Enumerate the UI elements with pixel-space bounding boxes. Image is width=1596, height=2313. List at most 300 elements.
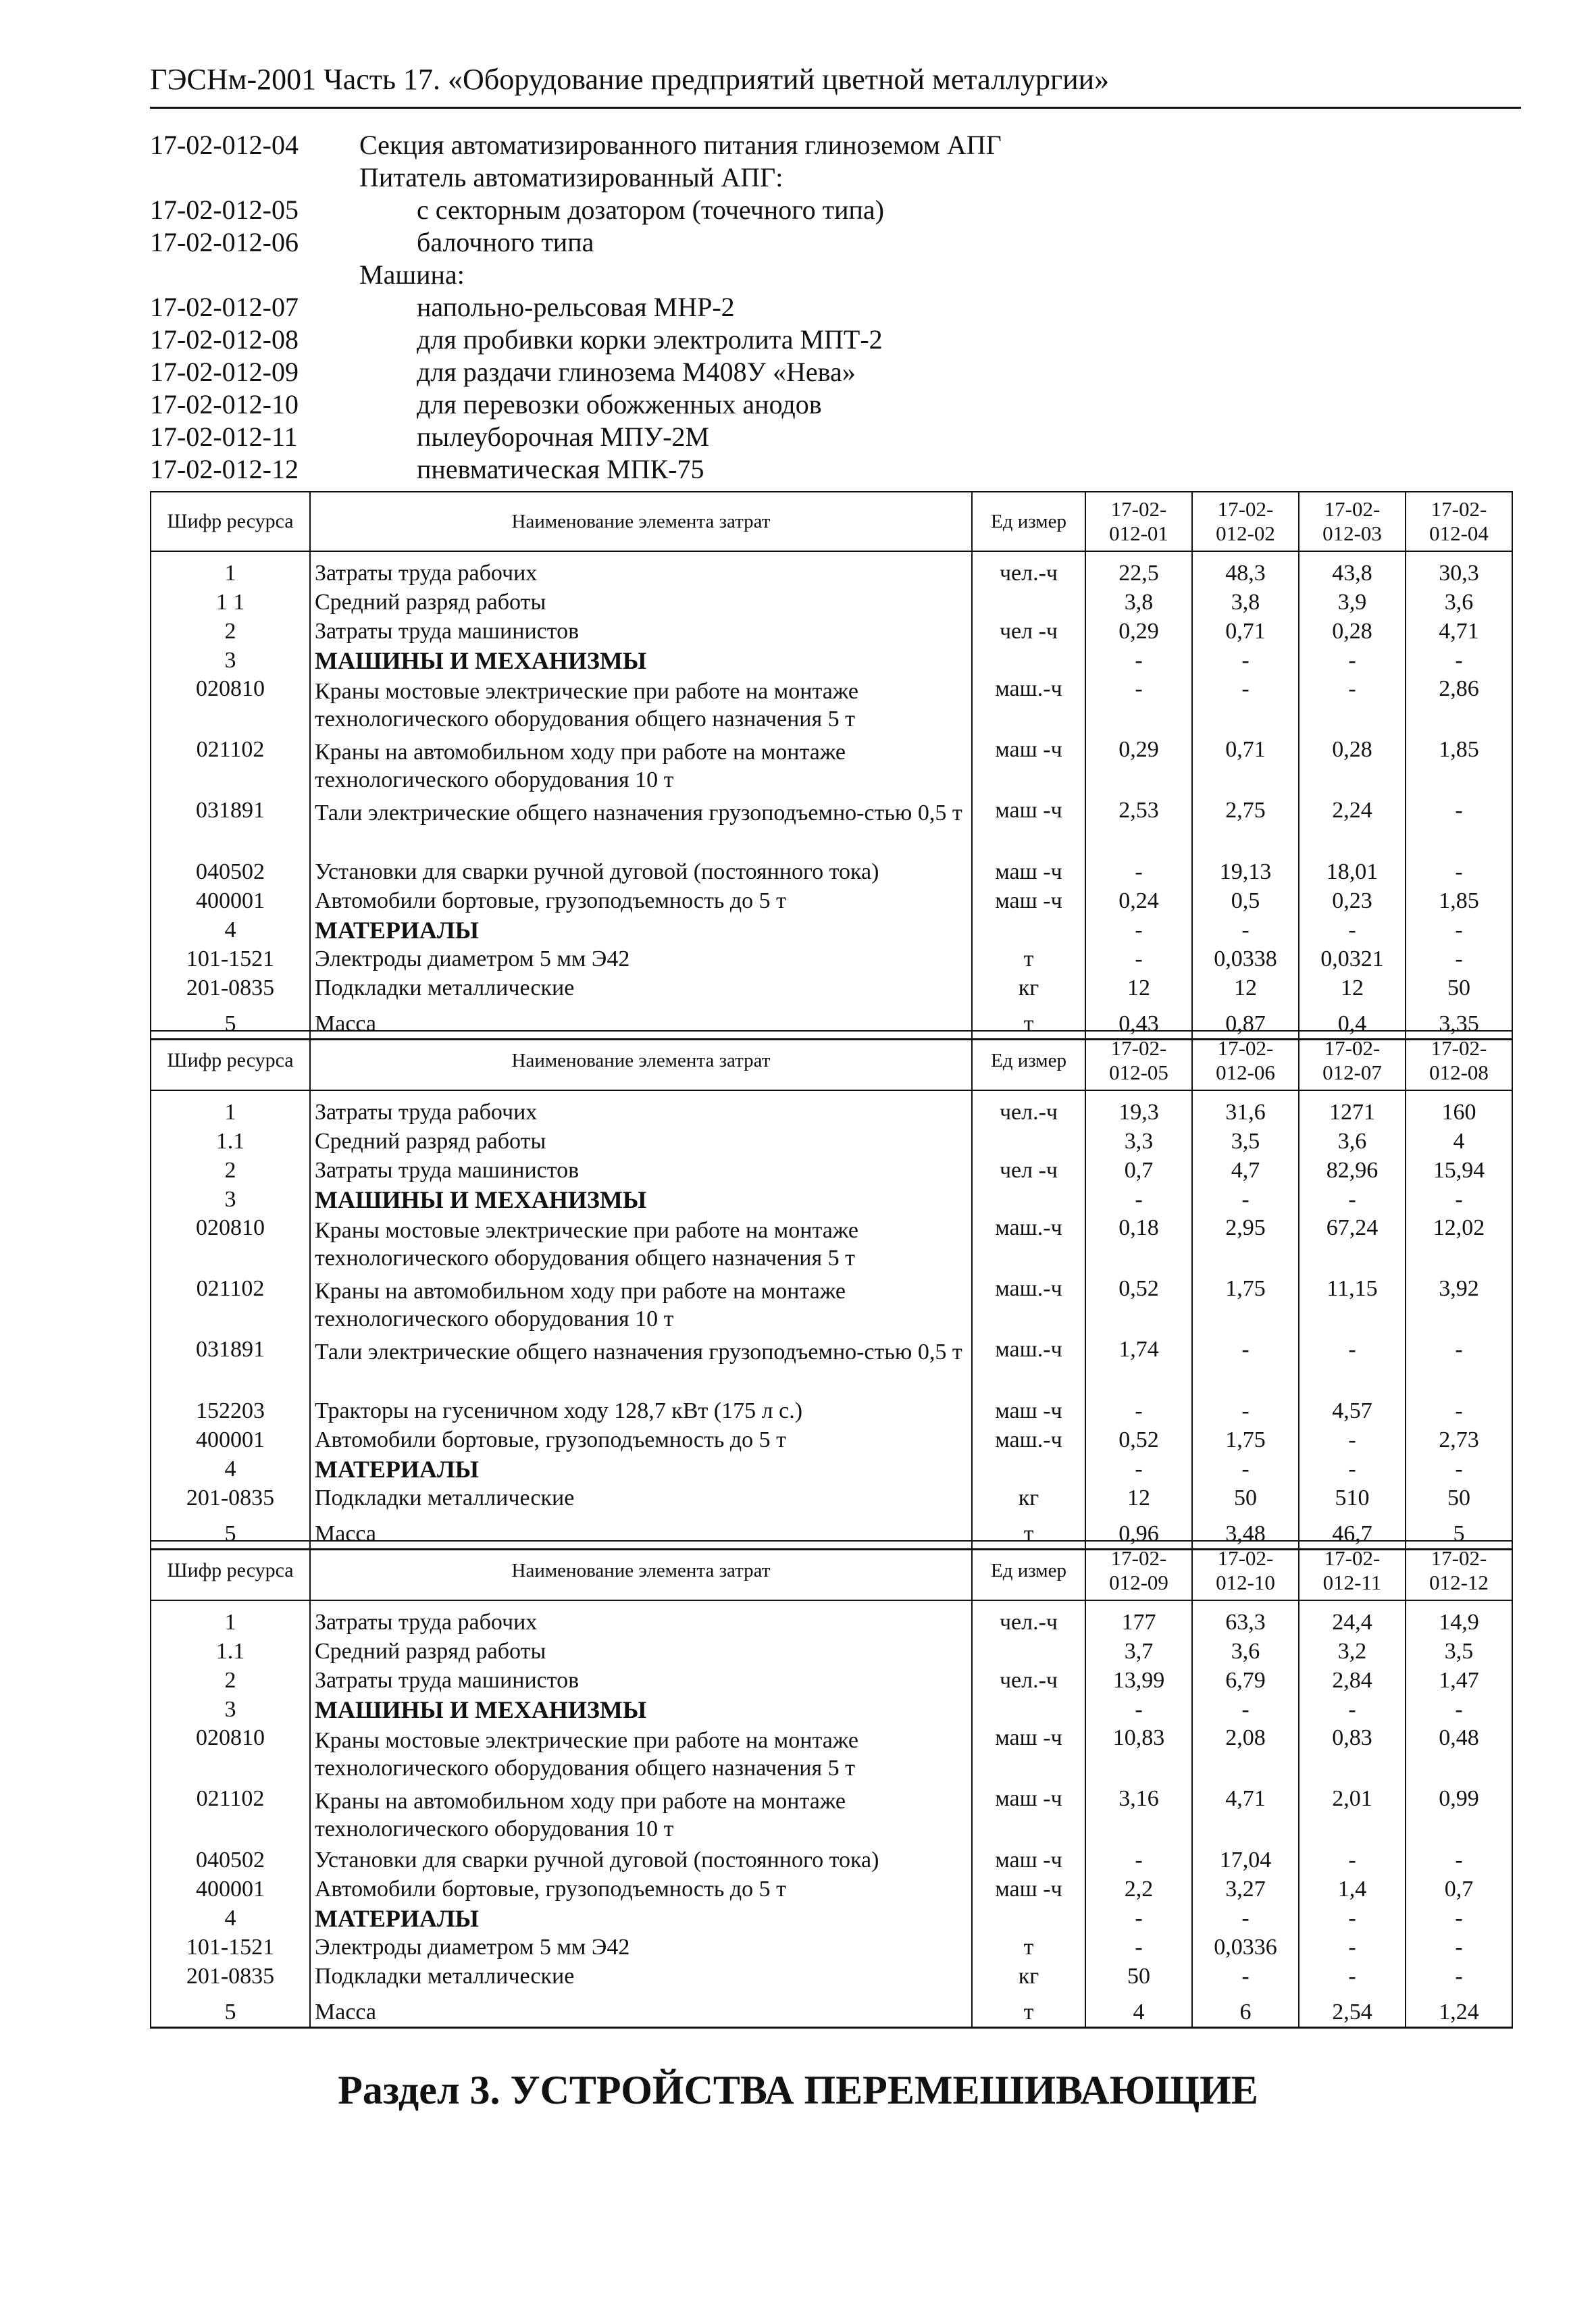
unit-of-measure bbox=[972, 1127, 1085, 1156]
table-header-row bbox=[151, 1031, 1512, 1090]
table-gap-row bbox=[151, 1002, 1512, 1009]
cost-element-name: Затраты труда машинистов bbox=[310, 1666, 972, 1695]
table-gap-row bbox=[151, 1513, 1512, 1519]
header-name: Наименование элемента затрат bbox=[310, 492, 972, 551]
table-gap-row bbox=[151, 1090, 1512, 1098]
unit-of-measure: т bbox=[972, 944, 1085, 973]
resource-code: 021102 bbox=[151, 736, 310, 796]
norm-value: 17,04 bbox=[1192, 1846, 1299, 1875]
norm-value: 12 bbox=[1192, 973, 1299, 1002]
cost-element-name: Затраты труда рабочих bbox=[310, 1098, 972, 1127]
resource-table-2 bbox=[150, 1030, 1513, 1550]
norm-value: - bbox=[1406, 1454, 1512, 1483]
table-section-row bbox=[151, 915, 1512, 944]
norm-value: 3,8 bbox=[1192, 588, 1299, 617]
norm-value: 0,23 bbox=[1299, 886, 1406, 915]
table-row bbox=[151, 1666, 1512, 1695]
norm-value: 19,3 bbox=[1085, 1098, 1192, 1127]
norm-value: 4,7 bbox=[1192, 1156, 1299, 1185]
work-item-description: для пробивки корки электролита МПТ-2 bbox=[417, 324, 883, 355]
cost-element-name: Затраты труда рабочих bbox=[310, 559, 972, 588]
cost-element-name: Средний разряд работы bbox=[310, 588, 972, 617]
norm-value: 1,74 bbox=[1085, 1336, 1192, 1396]
table-row bbox=[151, 588, 1512, 617]
norm-value: - bbox=[1192, 1185, 1299, 1214]
table-row bbox=[151, 1998, 1512, 2028]
norm-value: 12 bbox=[1085, 973, 1192, 1002]
norm-value: 3,16 bbox=[1085, 1785, 1192, 1846]
cost-element-name: Автомобили бортовые, грузоподъемность до 5 т bbox=[310, 1875, 972, 1904]
header-unit: Ед измер bbox=[972, 492, 1085, 551]
work-items-list bbox=[150, 128, 1433, 485]
work-item bbox=[150, 290, 1433, 323]
table-gap-row bbox=[151, 1991, 1512, 1998]
cost-element-name: Краны на автомобильном ходу при работе на монтаже технологического оборудования 10 т bbox=[310, 1275, 972, 1336]
header-norm-code: 17-02- 012-11 bbox=[1299, 1541, 1406, 1600]
norm-value: 48,3 bbox=[1192, 559, 1299, 588]
cost-element-name: Краны мостовые электрические при работе на монтаже технологического оборудования общего назначения 5 т bbox=[310, 1724, 972, 1785]
norm-value: - bbox=[1192, 1396, 1299, 1425]
unit-of-measure: кг bbox=[972, 1483, 1085, 1513]
norm-value: 67,24 bbox=[1299, 1214, 1406, 1275]
resource-code: 201-0835 bbox=[151, 1483, 310, 1513]
norm-value: 30,3 bbox=[1406, 559, 1512, 588]
header-norm-code: 17-02- 012-03 bbox=[1299, 492, 1406, 551]
unit-of-measure: маш -ч bbox=[972, 1785, 1085, 1846]
norm-value: - bbox=[1299, 1904, 1406, 1933]
norm-value: 0,29 bbox=[1085, 617, 1192, 646]
norm-value: - bbox=[1085, 1695, 1192, 1724]
norm-value: 46,7 bbox=[1299, 1519, 1406, 1550]
resource-code: 201-0835 bbox=[151, 973, 310, 1002]
norm-value: - bbox=[1406, 796, 1512, 857]
norm-value: 14,9 bbox=[1406, 1608, 1512, 1637]
unit-of-measure: маш -ч bbox=[972, 857, 1085, 886]
norm-value: 4,57 bbox=[1299, 1396, 1406, 1425]
norm-value: 4,71 bbox=[1192, 1785, 1299, 1846]
header-unit: Ед измер bbox=[972, 1031, 1085, 1090]
norm-value: 2,75 bbox=[1192, 796, 1299, 857]
unit-of-measure: чел.-ч bbox=[972, 1666, 1085, 1695]
norm-value: 2,54 bbox=[1299, 1998, 1406, 2028]
norm-value: 2,08 bbox=[1192, 1724, 1299, 1785]
work-item-code: 17-02-012-11 bbox=[150, 421, 298, 452]
work-item-description: Машина: bbox=[359, 259, 465, 290]
table-row bbox=[151, 1875, 1512, 1904]
unit-of-measure bbox=[972, 588, 1085, 617]
cost-element-name: МАШИНЫ И МЕХАНИЗМЫ bbox=[310, 1185, 972, 1214]
norm-value: 3,6 bbox=[1406, 588, 1512, 617]
header-code: Шифр ресурса bbox=[151, 1031, 310, 1090]
unit-of-measure: маш -ч bbox=[972, 796, 1085, 857]
resource-code: 020810 bbox=[151, 1214, 310, 1275]
table-section-row bbox=[151, 1185, 1512, 1214]
table-row bbox=[151, 1127, 1512, 1156]
header-code: Шифр ресурса bbox=[151, 1541, 310, 1600]
table-section-row bbox=[151, 646, 1512, 675]
resource-code: 1 bbox=[151, 559, 310, 588]
resource-code: 031891 bbox=[151, 1336, 310, 1396]
norm-value: 43,8 bbox=[1299, 559, 1406, 588]
norm-value: 0,5 bbox=[1192, 886, 1299, 915]
norm-value: - bbox=[1085, 1933, 1192, 1962]
header-norm-code: 17-02- 012-02 bbox=[1192, 492, 1299, 551]
resource-code: 2 bbox=[151, 1666, 310, 1695]
norm-value: - bbox=[1192, 1695, 1299, 1724]
resource-code: 040502 bbox=[151, 1846, 310, 1875]
cost-element-name: МАТЕРИАЛЫ bbox=[310, 1904, 972, 1933]
norm-value: 3,5 bbox=[1406, 1637, 1512, 1666]
table-row bbox=[151, 1275, 1512, 1336]
norm-value: - bbox=[1299, 1185, 1406, 1214]
norm-value: - bbox=[1085, 1904, 1192, 1933]
unit-of-measure: маш -ч bbox=[972, 1846, 1085, 1875]
table-row bbox=[151, 1933, 1512, 1962]
unit-of-measure: чел.-ч bbox=[972, 1608, 1085, 1637]
unit-of-measure: маш -ч bbox=[972, 1396, 1085, 1425]
work-item-code: 17-02-012-04 bbox=[150, 129, 299, 160]
norm-value: - bbox=[1192, 915, 1299, 944]
cost-element-name: МАШИНЫ И МЕХАНИЗМЫ bbox=[310, 646, 972, 675]
resource-code: 101-1521 bbox=[151, 944, 310, 973]
work-item bbox=[150, 193, 1433, 226]
resource-code: 5 bbox=[151, 1009, 310, 1040]
norm-value: - bbox=[1085, 1846, 1192, 1875]
unit-of-measure: чел.-ч bbox=[972, 1098, 1085, 1127]
norm-value: 31,6 bbox=[1192, 1098, 1299, 1127]
resource-code: 040502 bbox=[151, 857, 310, 886]
work-item-description: для раздачи глинозема М408У «Нева» bbox=[417, 356, 856, 387]
resource-code: 4 bbox=[151, 915, 310, 944]
norm-value: 2,53 bbox=[1085, 796, 1192, 857]
norm-value: 11,15 bbox=[1299, 1275, 1406, 1336]
norm-value: - bbox=[1406, 1396, 1512, 1425]
cost-element-name: Электроды диаметром 5 мм Э42 bbox=[310, 944, 972, 973]
norm-value: 1,85 bbox=[1406, 736, 1512, 796]
norm-value: 5 bbox=[1406, 1519, 1512, 1550]
norm-value: - bbox=[1299, 1454, 1406, 1483]
work-item bbox=[150, 355, 1433, 388]
norm-value: 3,8 bbox=[1085, 588, 1192, 617]
table-row bbox=[151, 886, 1512, 915]
norm-value: - bbox=[1085, 1185, 1192, 1214]
norm-value: 3,35 bbox=[1406, 1009, 1512, 1040]
header-norm-code: 17-02- 012-07 bbox=[1299, 1031, 1406, 1090]
norm-value: 0,96 bbox=[1085, 1519, 1192, 1550]
table-row bbox=[151, 796, 1512, 857]
table-row bbox=[151, 1214, 1512, 1275]
cost-element-name: МАШИНЫ И МЕХАНИЗМЫ bbox=[310, 1695, 972, 1724]
resource-code: 1 bbox=[151, 1098, 310, 1127]
cost-element-name: Краны на автомобильном ходу при работе на монтаже технологического оборудования 10 т bbox=[310, 1785, 972, 1846]
unit-of-measure bbox=[972, 915, 1085, 944]
norm-value: - bbox=[1299, 1336, 1406, 1396]
unit-of-measure: т bbox=[972, 1519, 1085, 1550]
norm-value: - bbox=[1406, 1695, 1512, 1724]
norm-value: 82,96 bbox=[1299, 1156, 1406, 1185]
resource-code: 400001 bbox=[151, 1425, 310, 1454]
norm-value: 1,4 bbox=[1299, 1875, 1406, 1904]
work-item bbox=[150, 323, 1433, 355]
table-row bbox=[151, 857, 1512, 886]
resource-code: 4 bbox=[151, 1454, 310, 1483]
resource-code: 031891 bbox=[151, 796, 310, 857]
cost-element-name: Затраты труда машинистов bbox=[310, 1156, 972, 1185]
cost-element-name: Тракторы на гусеничном ходу 128,7 кВт (175 л с.) bbox=[310, 1396, 972, 1425]
cost-element-name: Подкладки металлические bbox=[310, 1962, 972, 1991]
norm-value: 4,71 bbox=[1406, 617, 1512, 646]
cost-element-name: Масса bbox=[310, 1519, 972, 1550]
unit-of-measure bbox=[972, 646, 1085, 675]
header-name: Наименование элемента затрат bbox=[310, 1541, 972, 1600]
header-norm-code: 17-02- 012-09 bbox=[1085, 1541, 1192, 1600]
norm-value: 0,28 bbox=[1299, 736, 1406, 796]
norm-value: - bbox=[1299, 1425, 1406, 1454]
norm-value: - bbox=[1192, 646, 1299, 675]
header-norm-code: 17-02- 012-10 bbox=[1192, 1541, 1299, 1600]
section-title: Раздел 3. УСТРОЙСТВА ПЕРЕМЕШИВАЮЩИЕ bbox=[338, 2068, 1258, 2112]
norm-value: - bbox=[1085, 1396, 1192, 1425]
cost-element-name: Электроды диаметром 5 мм Э42 bbox=[310, 1933, 972, 1962]
norm-value: - bbox=[1406, 646, 1512, 675]
norm-value: 0,0321 bbox=[1299, 944, 1406, 973]
unit-of-measure: т bbox=[972, 1009, 1085, 1040]
resource-code: 400001 bbox=[151, 886, 310, 915]
norm-value: 0,71 bbox=[1192, 736, 1299, 796]
norm-value: - bbox=[1085, 857, 1192, 886]
norm-value: 1,85 bbox=[1406, 886, 1512, 915]
unit-of-measure: маш.-ч bbox=[972, 1214, 1085, 1275]
table-row bbox=[151, 617, 1512, 646]
resource-code: 021102 bbox=[151, 1785, 310, 1846]
norm-value: 1271 bbox=[1299, 1098, 1406, 1127]
table-row bbox=[151, 1336, 1512, 1396]
work-item-description: балочного типа bbox=[417, 226, 594, 257]
work-item-description: пылеуборочная МПУ-2М bbox=[417, 421, 710, 452]
norm-value: 0,83 bbox=[1299, 1724, 1406, 1785]
norm-value: 0,43 bbox=[1085, 1009, 1192, 1040]
unit-of-measure: маш.-ч bbox=[972, 1336, 1085, 1396]
norm-value: 50 bbox=[1192, 1483, 1299, 1513]
unit-of-measure: маш -ч bbox=[972, 886, 1085, 915]
header-code: Шифр ресурса bbox=[151, 492, 310, 551]
norm-value: - bbox=[1299, 675, 1406, 736]
norm-value: 2,2 bbox=[1085, 1875, 1192, 1904]
norm-value: 0,4 bbox=[1299, 1009, 1406, 1040]
norm-value: - bbox=[1406, 1962, 1512, 1991]
norm-value: 2,24 bbox=[1299, 796, 1406, 857]
header-norm-code: 17-02- 012-06 bbox=[1192, 1031, 1299, 1090]
cost-element-name: Установки для сварки ручной дуговой (постоянного тока) bbox=[310, 1846, 972, 1875]
norm-value: - bbox=[1299, 1846, 1406, 1875]
norm-value: - bbox=[1085, 646, 1192, 675]
table-gap-row bbox=[151, 551, 1512, 559]
table-section-row bbox=[151, 1695, 1512, 1724]
unit-of-measure: кг bbox=[972, 973, 1085, 1002]
table-row bbox=[151, 1785, 1512, 1846]
work-item-description: Питатель автоматизированный АПГ: bbox=[359, 161, 783, 193]
norm-value: 10,83 bbox=[1085, 1724, 1192, 1785]
norm-value: - bbox=[1085, 944, 1192, 973]
work-item-code: 17-02-012-05 bbox=[150, 194, 299, 225]
work-item-code: 17-02-012-07 bbox=[150, 291, 299, 322]
resource-code: 1 bbox=[151, 1608, 310, 1637]
norm-value: 2,73 bbox=[1406, 1425, 1512, 1454]
table-row bbox=[151, 1098, 1512, 1127]
norm-value: 22,5 bbox=[1085, 559, 1192, 588]
header-norm-code: 17-02- 012-01 bbox=[1085, 492, 1192, 551]
table-row bbox=[151, 1483, 1512, 1513]
cost-element-name: Краны на автомобильном ходу при работе на монтаже технологического оборудования 10 т bbox=[310, 736, 972, 796]
unit-of-measure: чел -ч bbox=[972, 617, 1085, 646]
unit-of-measure bbox=[972, 1637, 1085, 1666]
unit-of-measure: маш.-ч bbox=[972, 1275, 1085, 1336]
norm-value: 1,24 bbox=[1406, 1998, 1512, 2028]
norm-value: 0,7 bbox=[1406, 1875, 1512, 1904]
header-rule bbox=[150, 107, 1521, 109]
table-row bbox=[151, 1425, 1512, 1454]
resource-code: 2 bbox=[151, 617, 310, 646]
header-norm-code: 17-02- 012-05 bbox=[1085, 1031, 1192, 1090]
norm-value: 12 bbox=[1085, 1483, 1192, 1513]
norm-value: - bbox=[1085, 915, 1192, 944]
resource-code: 021102 bbox=[151, 1275, 310, 1336]
norm-value: 3,92 bbox=[1406, 1275, 1512, 1336]
norm-value: 50 bbox=[1085, 1962, 1192, 1991]
norm-value: 4 bbox=[1085, 1998, 1192, 2028]
norm-value: 3,3 bbox=[1085, 1127, 1192, 1156]
cost-element-name: Автомобили бортовые, грузоподъемность до 5 т bbox=[310, 886, 972, 915]
norm-value: - bbox=[1299, 1962, 1406, 1991]
norm-value: 0,52 bbox=[1085, 1425, 1192, 1454]
header-norm-code: 17-02- 012-12 bbox=[1406, 1541, 1512, 1600]
table-header-row bbox=[151, 492, 1512, 551]
norm-value: - bbox=[1299, 646, 1406, 675]
cost-element-name: Затраты труда рабочих bbox=[310, 1608, 972, 1637]
resource-code: 101-1521 bbox=[151, 1933, 310, 1962]
resource-code: 1 1 bbox=[151, 588, 310, 617]
work-item bbox=[150, 128, 1433, 161]
resource-code: 152203 bbox=[151, 1396, 310, 1425]
work-item bbox=[150, 226, 1433, 258]
norm-value: 3,48 bbox=[1192, 1519, 1299, 1550]
resource-code: 3 bbox=[151, 646, 310, 675]
resource-code: 5 bbox=[151, 1998, 310, 2028]
work-item bbox=[150, 258, 1433, 290]
cost-element-name: МАТЕРИАЛЫ bbox=[310, 1454, 972, 1483]
norm-value: 1,75 bbox=[1192, 1425, 1299, 1454]
norm-value: 1,75 bbox=[1192, 1275, 1299, 1336]
cost-element-name: Масса bbox=[310, 1998, 972, 2028]
table-section-row bbox=[151, 1454, 1512, 1483]
unit-of-measure bbox=[972, 1185, 1085, 1214]
work-item bbox=[150, 420, 1433, 453]
norm-value: 50 bbox=[1406, 973, 1512, 1002]
norm-value: - bbox=[1299, 1933, 1406, 1962]
table-row bbox=[151, 944, 1512, 973]
table-row bbox=[151, 1396, 1512, 1425]
cost-element-name: Подкладки металлические bbox=[310, 973, 972, 1002]
resource-code: 3 bbox=[151, 1185, 310, 1214]
resource-code: 3 bbox=[151, 1695, 310, 1724]
cost-element-name: Краны мостовые электрические при работе на монтаже технологического оборудования общего назначения 5 т bbox=[310, 675, 972, 736]
cost-element-name: Автомобили бортовые, грузоподъемность до 5 т bbox=[310, 1425, 972, 1454]
work-item-code: 17-02-012-10 bbox=[150, 388, 299, 420]
norm-value: 50 bbox=[1406, 1483, 1512, 1513]
norm-value: 0,24 bbox=[1085, 886, 1192, 915]
cost-element-name: Тали электрические общего назначения грузоподъемно-стью 0,5 т bbox=[310, 1336, 972, 1396]
resource-code: 020810 bbox=[151, 1724, 310, 1785]
cost-element-name: Подкладки металлические bbox=[310, 1483, 972, 1513]
norm-value: - bbox=[1406, 1336, 1512, 1396]
unit-of-measure: маш.-ч bbox=[972, 675, 1085, 736]
norm-value: 0,0338 bbox=[1192, 944, 1299, 973]
work-item-description: с секторным дозатором (точечного типа) bbox=[417, 194, 884, 225]
resource-code: 1.1 bbox=[151, 1127, 310, 1156]
norm-value: 12 bbox=[1299, 973, 1406, 1002]
work-item-description: для перевозки обожженных анодов bbox=[417, 388, 822, 420]
unit-of-measure: т bbox=[972, 1998, 1085, 2028]
norm-value: 0,71 bbox=[1192, 617, 1299, 646]
norm-value: 12,02 bbox=[1406, 1214, 1512, 1275]
cost-element-name: Тали электрические общего назначения грузоподъемно-стью 0,5 т bbox=[310, 796, 972, 857]
cost-element-name: Краны мостовые электрические при работе на монтаже технологического оборудования общего назначения 5 т bbox=[310, 1214, 972, 1275]
norm-value: - bbox=[1406, 857, 1512, 886]
header-name: Наименование элемента затрат bbox=[310, 1031, 972, 1090]
table-header-row bbox=[151, 1541, 1512, 1600]
norm-value: 3,6 bbox=[1299, 1127, 1406, 1156]
norm-value: 3,27 bbox=[1192, 1875, 1299, 1904]
norm-value: 1,47 bbox=[1406, 1666, 1512, 1695]
table-row bbox=[151, 1962, 1512, 1991]
table-row bbox=[151, 1724, 1512, 1785]
norm-value: 0,99 bbox=[1406, 1785, 1512, 1846]
cost-element-name: Средний разряд работы bbox=[310, 1637, 972, 1666]
work-item bbox=[150, 453, 1433, 485]
resource-code: 2 bbox=[151, 1156, 310, 1185]
norm-value: 3,9 bbox=[1299, 588, 1406, 617]
norm-value: - bbox=[1406, 1933, 1512, 1962]
norm-value: 0,87 bbox=[1192, 1009, 1299, 1040]
norm-value: 0,0336 bbox=[1192, 1933, 1299, 1962]
norm-value: 0,29 bbox=[1085, 736, 1192, 796]
norm-value: 18,01 bbox=[1299, 857, 1406, 886]
work-item bbox=[150, 388, 1433, 420]
unit-of-measure bbox=[972, 1695, 1085, 1724]
cost-element-name: Средний разряд работы bbox=[310, 1127, 972, 1156]
cost-element-name: МАТЕРИАЛЫ bbox=[310, 915, 972, 944]
unit-of-measure: чел.-ч bbox=[972, 559, 1085, 588]
norm-value: - bbox=[1299, 1695, 1406, 1724]
unit-of-measure: маш.-ч bbox=[972, 1425, 1085, 1454]
norm-value: - bbox=[1406, 915, 1512, 944]
unit-of-measure bbox=[972, 1454, 1085, 1483]
norm-value: 3,5 bbox=[1192, 1127, 1299, 1156]
table-row bbox=[151, 973, 1512, 1002]
table-row bbox=[151, 1608, 1512, 1637]
norm-value: - bbox=[1406, 944, 1512, 973]
unit-of-measure: чел -ч bbox=[972, 1156, 1085, 1185]
table-row bbox=[151, 1637, 1512, 1666]
norm-value: - bbox=[1192, 1904, 1299, 1933]
resource-code: 020810 bbox=[151, 675, 310, 736]
norm-value: - bbox=[1299, 915, 1406, 944]
work-item-description: Секция автоматизированного питания глиноземом АПГ bbox=[359, 129, 1002, 160]
header-norm-code: 17-02- 012-08 bbox=[1406, 1031, 1512, 1090]
norm-value: 177 bbox=[1085, 1608, 1192, 1637]
norm-value: 15,94 bbox=[1406, 1156, 1512, 1185]
norm-value: 3,2 bbox=[1299, 1637, 1406, 1666]
